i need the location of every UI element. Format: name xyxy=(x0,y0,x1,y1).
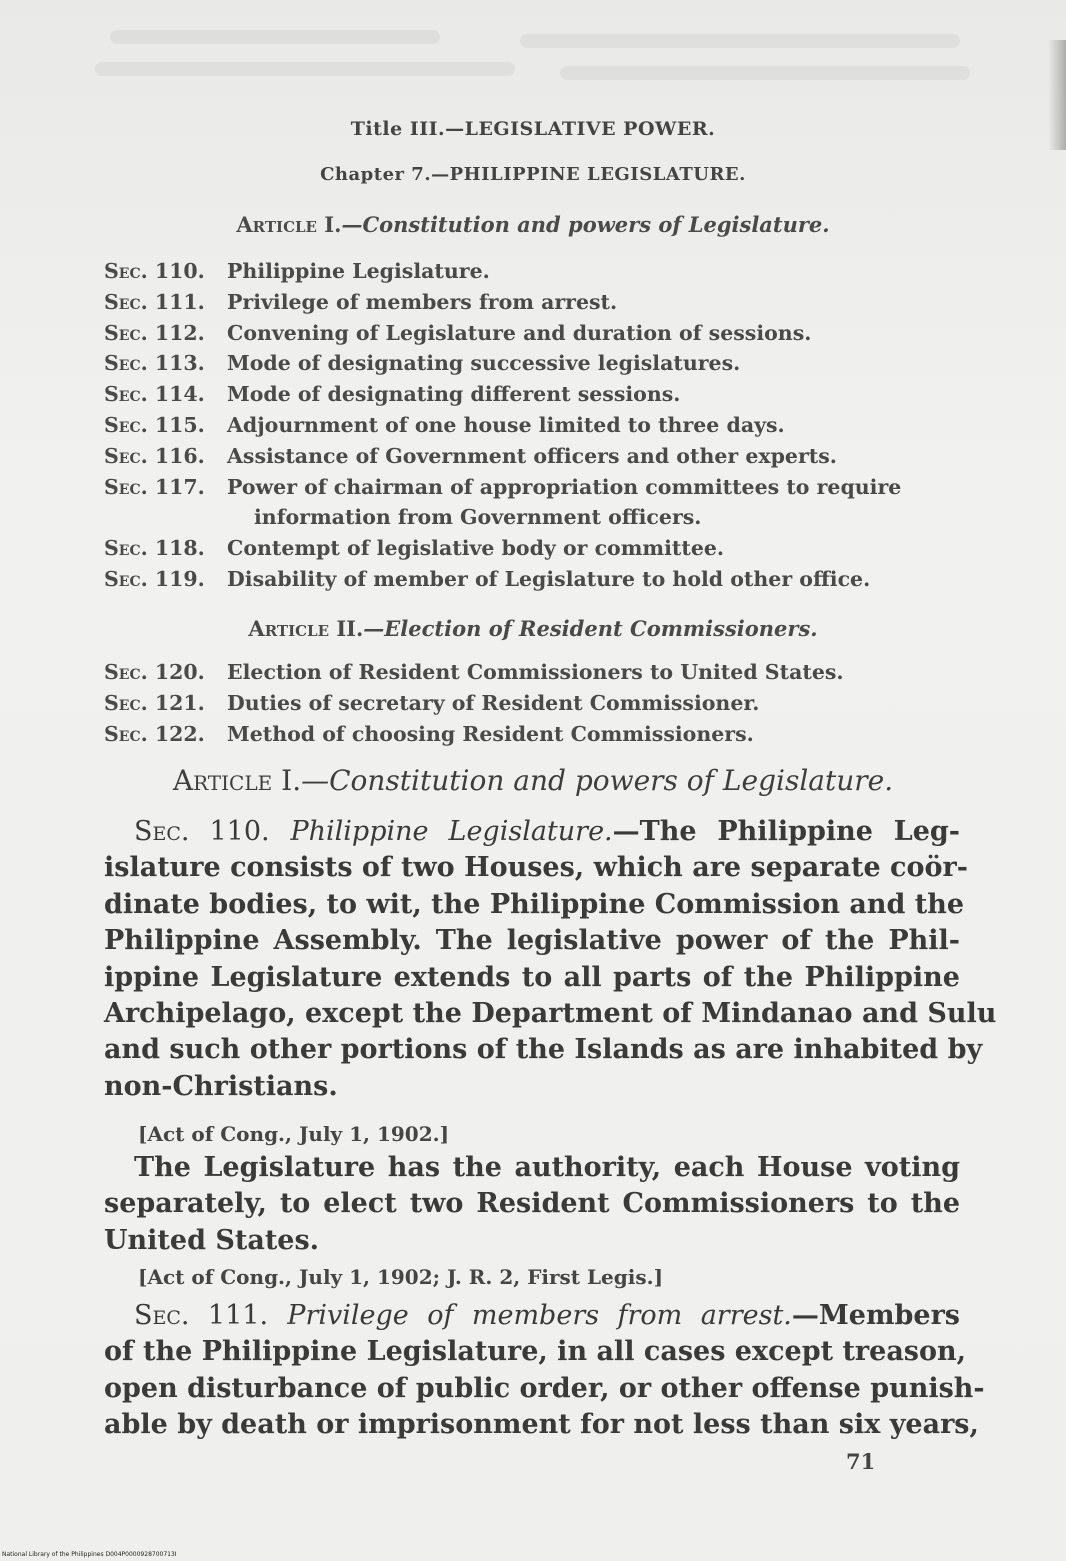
resident-commissioners-paragraph xyxy=(104,1150,960,1259)
section-number: Sec. 111. xyxy=(134,1300,269,1331)
footer-credit: National Library of the Philippines D004P0000928700713I xyxy=(2,1551,177,1558)
article-caption: —Constitution and powers of Legislature. xyxy=(341,212,830,237)
paragraph-line: islature consists of two Houses, which are separate coör- xyxy=(104,852,968,884)
title-heading: Title III.—LEGISLATIVE POWER. xyxy=(350,118,716,140)
toc-row xyxy=(104,533,984,564)
toc-row xyxy=(104,688,984,719)
toc-sec-text: Method of choosing Resident Commissioners. xyxy=(227,721,754,746)
toc-sec-num: Sec. 118. xyxy=(104,536,205,561)
article-label: Article I. xyxy=(236,212,342,237)
toc-row xyxy=(104,379,984,410)
section-heading: Privilege of members from arrest. xyxy=(287,1300,792,1331)
paragraph-line: Philippine Assembly. The legislative power of the Phil- xyxy=(104,925,960,957)
toc-row xyxy=(104,441,984,472)
toc-sec-num: Sec. 116. xyxy=(104,443,205,468)
toc-sec-text: Assistance of Government officers and other experts. xyxy=(227,443,837,468)
toc-sec-num: Sec. 111. xyxy=(104,289,205,314)
article-caption: —Constitution and powers of Legislature. xyxy=(301,764,894,797)
page-number: 71 xyxy=(846,1449,876,1474)
toc-row-continuation xyxy=(104,502,984,533)
toc-row xyxy=(104,318,984,349)
paragraph-line: Archipelago, except the Department of Mindanao and Sulu xyxy=(104,997,997,1029)
toc-row xyxy=(104,719,984,750)
line-text: —Members xyxy=(791,1300,961,1331)
article-label: Article I. xyxy=(172,764,302,797)
paragraph-line: open disturbance of public order, or other offense punish- xyxy=(104,1372,985,1404)
toc-sec-num: Sec. 110. xyxy=(104,259,205,283)
toc-row xyxy=(104,472,984,503)
paragraph-line: and such other portions of the Islands as are inhabited by xyxy=(104,1034,983,1066)
toc-sec-num: Sec. 119. xyxy=(104,566,205,591)
toc-sec-num: Sec. 121. xyxy=(104,690,205,715)
paragraph-line: able by death or imprisonment for not less than six years, xyxy=(104,1409,979,1441)
toc-article-2-list xyxy=(104,657,984,749)
toc-sec-text: Disability of member of Legislature to hold other office. xyxy=(227,566,871,591)
paragraph-line: of the Philippine Legislature, in all cases except treason, xyxy=(104,1336,967,1368)
section-heading: Philippine Legislature. xyxy=(290,816,613,847)
toc-sec-text: Duties of secretary of Resident Commissioner. xyxy=(227,690,760,715)
toc-sec-num: Sec. 115. xyxy=(104,412,205,437)
bleed-through-text xyxy=(0,0,1066,110)
section-111-paragraph xyxy=(104,1298,985,1444)
toc-sec-num: Sec. 113. xyxy=(104,351,205,376)
line-text: —The Philippine Leg- xyxy=(612,816,960,847)
toc-sec-text: Election of Resident Commissioners to United States. xyxy=(227,660,844,684)
paragraph-line xyxy=(104,1298,960,1334)
toc-sec-num: Sec. 120. xyxy=(104,660,205,684)
toc-article-1-heading xyxy=(0,212,1066,237)
section-110-paragraph xyxy=(104,814,997,1105)
toc-row xyxy=(104,287,984,318)
paragraph-line xyxy=(104,814,960,850)
article-label: Article II. xyxy=(248,616,364,641)
toc-sec-text: Power of chairman of appropriation committees to require xyxy=(227,474,902,499)
section-number: Sec. 110. xyxy=(134,816,270,847)
paragraph-line: dinate bodies, to wit, the Philippine Commission and the xyxy=(104,888,965,920)
toc-sec-text: Convening of Legislature and duration of sessions. xyxy=(227,320,812,345)
toc-sec-text: Mode of designating different sessions. xyxy=(227,382,681,407)
toc-sec-text: Adjournment of one house limited to three days. xyxy=(227,412,785,437)
citation-note: [Act of Cong., July 1, 1902.] xyxy=(138,1122,450,1146)
toc-sec-text: Philippine Legislature. xyxy=(227,259,490,283)
citation-note: [Act of Cong., July 1, 1902; J. R. 2, First Legis.] xyxy=(138,1265,664,1289)
toc-sec-num: Sec. 114. xyxy=(104,382,205,407)
toc-row xyxy=(104,657,984,688)
toc-sec-num: Sec. 112. xyxy=(104,320,205,345)
body-article-1-heading xyxy=(0,764,1066,797)
paragraph-line: United States. xyxy=(104,1224,320,1256)
toc-row xyxy=(104,256,984,287)
toc-row xyxy=(104,348,984,379)
toc-sec-text: Mode of designating successive legislatures. xyxy=(227,351,741,376)
paragraph-line: separately, to elect two Resident Commissioners to the xyxy=(104,1188,960,1220)
chapter-heading: Chapter 7.—PHILIPPINE LEGISLATURE. xyxy=(320,164,746,185)
toc-article-1-list xyxy=(104,256,984,595)
toc-row xyxy=(104,410,984,441)
paragraph-line: The Legislature has the authority, each House voting xyxy=(134,1152,960,1183)
toc-sec-text: Contempt of legislative body or committee. xyxy=(227,536,725,561)
toc-row xyxy=(104,564,984,595)
toc-sec-text: Privilege of members from arrest. xyxy=(227,289,618,314)
toc-sec-num: Sec. 122. xyxy=(104,721,205,746)
toc-article-2-heading xyxy=(0,616,1066,641)
toc-sec-text: information from Government officers. xyxy=(254,505,702,530)
article-caption: —Election of Resident Commissioners. xyxy=(363,616,818,641)
paragraph-line: non-Christians. xyxy=(104,1070,338,1102)
paragraph-line: ippine Legislature extends to all parts of the Philippine xyxy=(104,961,960,993)
toc-sec-num: Sec. 117. xyxy=(104,474,205,499)
